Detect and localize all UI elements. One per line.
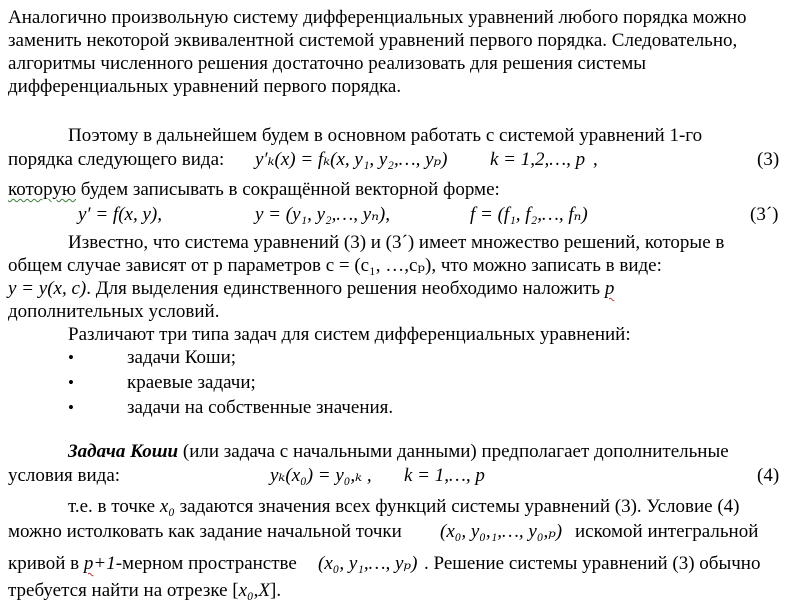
p6-line-1-a: т.е. в точке — [68, 496, 160, 517]
p5-line-1-text: (или задача с начальными данными) предполагает дополнительные — [178, 441, 729, 462]
p6-line-2b: искомой интегральной — [575, 521, 759, 542]
p1-line-3: алгоритмы численного решения достаточно реализовать для решения системы — [8, 53, 647, 74]
X-symbol: X — [258, 580, 271, 601]
vector-equation: y′ = f(x, y), — [78, 204, 162, 225]
p6-line-1 — [68, 495, 739, 518]
vector-f: f = (f₁, f₂,…, fₙ) — [470, 204, 588, 225]
list-item: задачи на собственные значения. — [127, 397, 394, 418]
p3-line-4: дополнительных условий. — [8, 301, 220, 322]
p3-line-3-text: . Для выделения единственного решения необходимо наложить — [86, 278, 605, 299]
equation-3prime-number: (3´) — [750, 204, 779, 225]
p6-line-3-a: кривой в — [8, 553, 84, 574]
p6-line-4 — [8, 579, 281, 602]
p6-line-4-comma: , — [253, 580, 259, 601]
p5-line-1 — [68, 440, 729, 463]
space-point: (x₀, y₁,…, yₚ) — [318, 553, 418, 574]
list-item: краевые задачи; — [127, 372, 256, 393]
p2-line-2: порядка следующего вида: — [8, 149, 225, 170]
p5-line-2: условия вида: — [8, 465, 121, 486]
p3-line-2: общем случае зависят от p параметров c = (c₁, …,cₚ), что можно записать в виде: — [8, 255, 662, 276]
plus-one: +1 — [93, 553, 116, 574]
p-symbol: p — [83, 553, 94, 574]
equation-4-range: k = 1,…, p — [404, 465, 485, 486]
p1-line-4: дифференциальных уравнений первого порядка. — [8, 76, 402, 97]
list-item: задачи Коши; — [127, 347, 237, 368]
x0-symbol: x₀ — [159, 496, 175, 517]
equation-4-number: (4) — [757, 465, 780, 486]
p2-line-3 — [8, 178, 500, 201]
p1-line-2: заменить некоторой эквивалентной системой уравнений первого порядка. Следовательно, — [8, 30, 738, 51]
bullet-icon: • — [68, 373, 74, 392]
vector-y: y = (y₁, y₂,…, yₙ), — [255, 204, 391, 225]
equation-3-comma: , — [593, 149, 598, 170]
bullet-icon: • — [68, 348, 74, 367]
p6-line-3-b: -мерном пространстве — [115, 553, 297, 574]
p2-line-3-rest: будем записывать в сокращённой векторной форме: — [76, 179, 500, 200]
bullet-icon: • — [68, 398, 74, 417]
p1-line-1: Аналогично произвольную систему дифференциальных уравнений любого порядка можно — [8, 7, 747, 28]
initial-point: (x₀, y₀,₁,…, y₀,ₚ) — [440, 521, 563, 542]
p6-line-1-b: задаются значения всех функций системы уравнений (3). Условие (4) — [174, 496, 740, 517]
p6-line-2a: можно истолковать как задание начальной точки — [8, 521, 402, 542]
p4-intro: Различают три типа задач для систем дифференциальных уравнений: — [68, 324, 631, 345]
p6-line-3a — [8, 552, 297, 575]
p6-line-3c: . Решение системы уравнений (3) обычно — [424, 553, 761, 574]
p3-line-3 — [8, 277, 614, 300]
p-symbol: p — [604, 278, 615, 299]
solution-expression: y = y(x, c) — [8, 278, 87, 299]
p6-line-4-b: ]. — [270, 580, 282, 601]
p3-line-1: Известно, что система уравнений (3) и (3´) имеет множество решений, которые в — [68, 232, 725, 253]
equation-3-number: (3) — [757, 149, 780, 170]
equation-4: yₖ(x₀) = y₀,ₖ , — [270, 465, 372, 486]
p2-line-1: Поэтому в дальнейшем будем в основном работать с системой уравнений 1-го — [68, 125, 703, 146]
x0-symbol: x₀ — [238, 580, 254, 601]
equation-3-range: k = 1,2,…, p — [490, 149, 586, 170]
spellcheck-word: которую — [8, 179, 77, 200]
cauchy-problem-title: Задача Коши — [68, 441, 179, 462]
equation-3: y′ₖ(x) = fₖ(x, y₁, y₂,…, yₚ) — [255, 149, 448, 170]
p6-line-4-a: требуется найти на отрезке [ — [8, 580, 239, 601]
